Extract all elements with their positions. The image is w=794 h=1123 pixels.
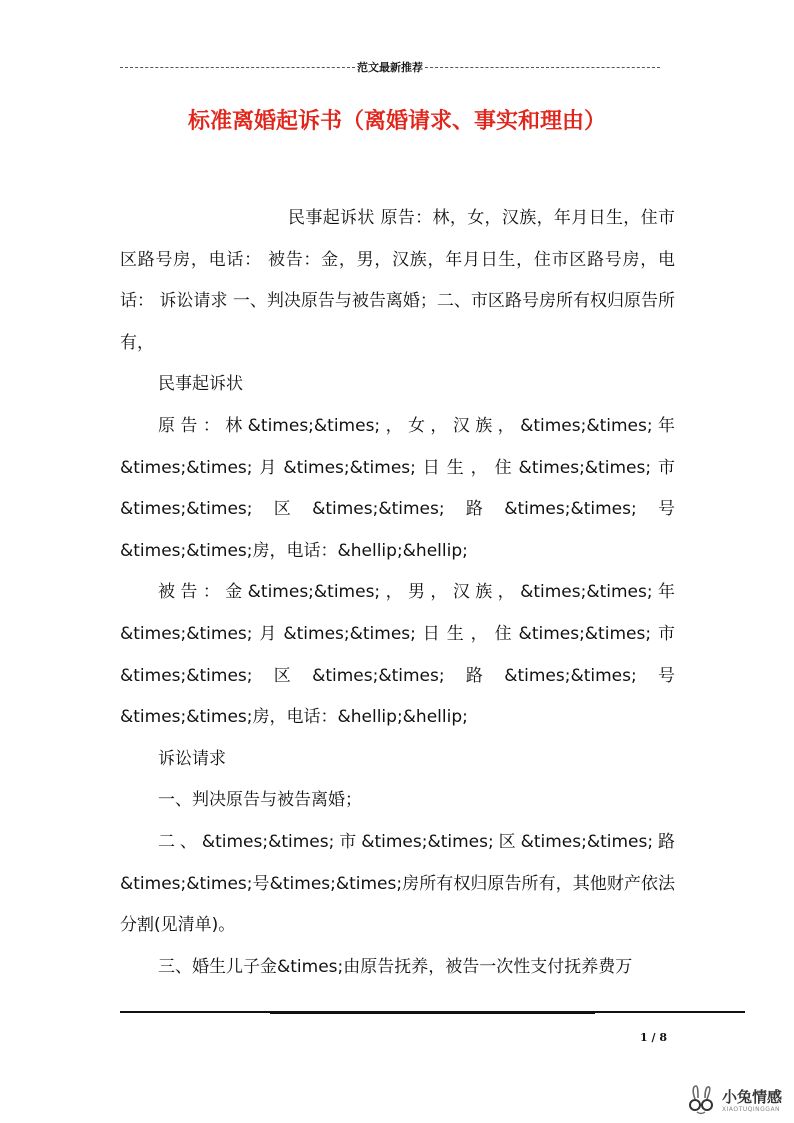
paragraph-heading: 民事起诉状 xyxy=(158,374,243,395)
document-title: 标准离婚起诉书（离婚请求、事实和理由） xyxy=(187,108,606,134)
watermark-cn: 小兔情感 xyxy=(722,1087,783,1106)
paragraph-claim-1: 一、判决原告与被告离婚； xyxy=(158,790,362,811)
watermark xyxy=(684,1085,782,1115)
document-body xyxy=(120,198,675,988)
paragraph-claim-2: 二、&times;&times;市&times;&times;区&times;&times;路&times;&times;号&times;&times;房所有权归原告所有，其他财产依法分割(见清单)。 xyxy=(120,831,675,936)
paragraph-plaintiff: 原告：林&times;&times;，女，汉族，&times;&times;年&times;&times;月&times;&times;日生，住&times;&times;市&times;&times;区&times;&times;路&times;&times;号&times;&times;房，电话：&hellip;&hellip; xyxy=(120,415,675,561)
rabbit-glasses-logo-icon xyxy=(684,1085,718,1115)
paragraph-claim-3: 三、婚生儿子金&times;由原告抚养，被告一次性支付抚养费万 xyxy=(158,956,633,977)
paragraph-summary: 民事起诉状 原告：林，女，汉族，年月日生，住市区路号房，电话： 被告：金，男，汉族，年月日生，住市区路号房，电话： 诉讼请求 一、判决原告与被告离婚；二、市区路号房所有权归原告所有， xyxy=(120,208,675,353)
paragraph-defendant: 被告：金&times;&times;，男，汉族，&times;&times;年&times;&times;月&times;&times;日生，住&times;&times;市&times;&times;区&times;&times;路&times;&times;号&times;&times;房，电话：&hellip;&hellip; xyxy=(120,582,675,728)
page-number: 1 / 8 xyxy=(640,1031,667,1044)
header-dash-left xyxy=(120,67,355,68)
header-label: 范文最新推荐 xyxy=(357,61,423,74)
page-header xyxy=(120,59,660,75)
footer-rule xyxy=(120,1011,745,1013)
header-dash-right xyxy=(425,67,660,68)
watermark-en: XIAOTUQINGGAN xyxy=(722,1105,781,1113)
paragraph-claims-heading: 诉讼请求 xyxy=(158,748,226,769)
